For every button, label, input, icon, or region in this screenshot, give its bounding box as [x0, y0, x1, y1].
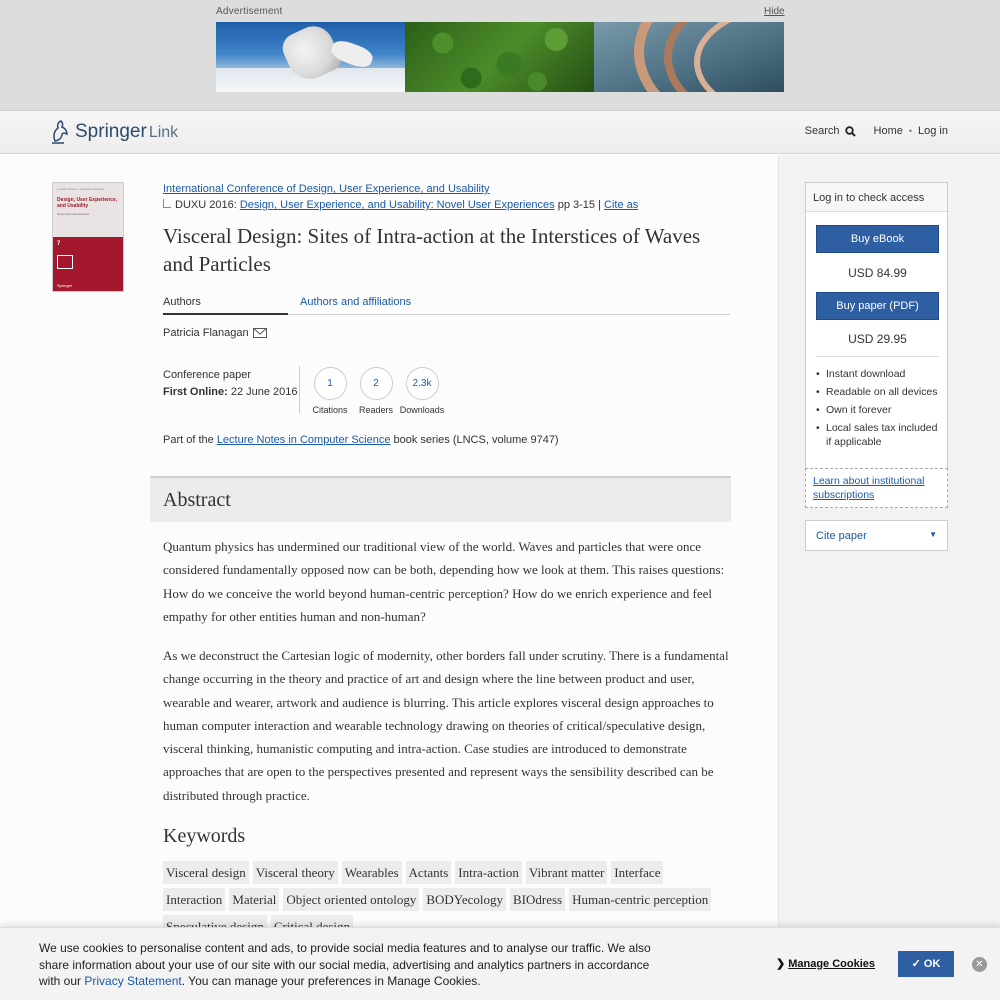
institutional-box	[805, 468, 948, 508]
ebook-price: USD 84.99	[848, 266, 907, 280]
cover-series: Lecture Notes in Computer Science	[57, 187, 105, 191]
metric-label: Citations	[312, 405, 348, 415]
privacy-statement-link[interactable]: Privacy Statement	[84, 974, 182, 988]
keyword-chip[interactable]: Object oriented ontology	[283, 888, 419, 911]
conference-link[interactable]: International Conference of Design, User Experience, and Usability	[163, 183, 490, 195]
manage-cookies-label: Manage Cookies	[788, 957, 876, 970]
header-nav	[805, 125, 948, 137]
buy-paper-button[interactable]: Buy paper (PDF)	[816, 292, 939, 320]
keyword-chip[interactable]: BODYecology	[423, 888, 506, 911]
advertisement-band	[0, 0, 1000, 111]
book-prefix: DUXU 2016:	[175, 199, 240, 211]
metric-value: 2	[360, 367, 393, 400]
meta-divider	[299, 366, 300, 413]
logo-springer-text: Springer	[75, 121, 147, 142]
tab-authors[interactable]: Authors	[163, 296, 288, 315]
springer-link-logo[interactable]	[50, 119, 178, 145]
manage-cookies-button[interactable]	[776, 957, 875, 970]
keywords-heading: Keywords	[163, 825, 246, 847]
cite-paper-dropdown[interactable]	[805, 520, 948, 551]
first-online-date: 22 June 2016	[227, 386, 298, 398]
page-title: Visceral Design: Sites of Intra-action at the Interstices of Waves and Particles	[163, 224, 701, 276]
ad-image-skier	[216, 22, 405, 92]
keyword-chip[interactable]: BIOdress	[510, 888, 565, 911]
cover-subtitle: Novel User Experiences	[57, 212, 90, 216]
metric-citations[interactable]	[311, 367, 349, 415]
series-info	[163, 434, 559, 446]
cover-volume: 7	[57, 241, 61, 247]
book-cover[interactable]	[52, 182, 124, 292]
caret-down-icon: ▼	[929, 530, 937, 539]
cite-paper-label: Cite paper	[816, 530, 867, 542]
keyword-chip[interactable]: Human-centric perception	[569, 888, 711, 911]
ad-banner[interactable]	[216, 22, 784, 92]
series-link[interactable]: Lecture Notes in Computer Science	[216, 434, 391, 446]
series-suffix: book series (LNCS, volume 9747)	[390, 434, 559, 446]
paper-price: USD 29.95	[848, 332, 907, 346]
abstract-paragraph: Quantum physics has undermined our traditional view of the world. Waves and particles that were once considered fundamentally opposed now can be both, depending how we look at them. This raises questions: How do we conceive the world beyond human-centric perception? How do we enrich experience and feel empathy for other entities human and non-human?	[163, 539, 725, 624]
paper-meta	[163, 367, 298, 401]
tab-authors-affiliations[interactable]: Authors and affiliations	[300, 296, 412, 308]
keyword-chip[interactable]: Intra-action	[455, 861, 522, 884]
feature-item: • Readable on all devices	[816, 385, 944, 399]
ad-image-forest	[405, 22, 594, 92]
buy-ebook-button[interactable]: Buy eBook	[816, 225, 939, 253]
institutional-subscriptions-link[interactable]: Learn about institutional subscriptions	[813, 475, 925, 501]
springer-horse-icon	[50, 119, 72, 145]
email-icon[interactable]	[253, 328, 267, 338]
logo-link-text: Link	[148, 124, 179, 141]
chevron-right-icon: ❯	[776, 958, 786, 970]
login-link[interactable]: Log in	[918, 125, 948, 137]
abstract-section-header	[150, 476, 731, 522]
nav-separator: •	[908, 126, 913, 136]
branch-connector	[163, 199, 171, 208]
author-tabs	[163, 296, 730, 315]
cookie-text	[39, 940, 659, 990]
close-icon[interactable]: ✕	[972, 957, 987, 972]
divider	[816, 356, 939, 357]
site-header	[0, 111, 1000, 154]
metric-value: 1	[314, 367, 347, 400]
search-label: Search	[804, 125, 840, 137]
first-online-label: First Online:	[163, 386, 228, 398]
keyword-chip[interactable]: Actants	[406, 861, 452, 884]
book-line	[163, 199, 638, 211]
metric-downloads[interactable]	[399, 367, 445, 415]
cover-emblem	[57, 255, 73, 269]
keyword-chip[interactable]: Visceral theory	[253, 861, 338, 884]
keyword-chip[interactable]: Vibrant matter	[526, 861, 607, 884]
access-title: Log in to check access	[806, 183, 947, 212]
access-box	[805, 182, 948, 508]
feature-item: • Instant download	[816, 367, 944, 381]
book-title-link[interactable]: Design, User Experience, and Usability: Novel User Experiences	[239, 199, 555, 211]
cite-as-link[interactable]: Cite as	[604, 199, 639, 211]
feature-list	[816, 367, 944, 453]
author-name: Patricia Flanagan	[163, 327, 249, 339]
cookie-text-1: We use cookies to personalise content and ads, to provide social media features and to analyse our traffic. We also share information about your use of our site with our social media, advertising and analytics partners in accordance with our	[39, 941, 651, 988]
paper-type: Conference paper	[163, 369, 252, 381]
metric-value: 2.3k	[406, 367, 439, 400]
metric-label: Readers	[358, 405, 394, 415]
search-icon	[845, 126, 856, 137]
feature-item: • Own it forever	[816, 403, 944, 417]
series-prefix: Part of the	[163, 434, 217, 446]
ad-label: Advertisement	[216, 6, 283, 17]
keyword-chip[interactable]: Wearables	[342, 861, 402, 884]
metric-readers[interactable]	[357, 367, 395, 415]
keyword-chip[interactable]: Interaction	[163, 888, 225, 911]
abstract-paragraph: As we deconstruct the Cartesian logic of modernity, other borders fall under scrutiny. There is a fundamental change occurring in the theory and practice of art and design where the line between product and user, wearable and wearer, artwork and audience is blurring. This article explores visceral design approaches to human computer interaction and wearable technology drawing on theories of critical/speculative design, visceral thinking, humanistic computing and intra-action. Case studies are introduced to demonstrate approaches that are open to the perspectives presented and represent ways the sensibility described can be distributed through practice.	[163, 648, 729, 803]
search-button[interactable]	[805, 125, 856, 137]
ad-image-tank	[594, 22, 784, 92]
author-entry	[163, 327, 267, 339]
keyword-chip[interactable]: Interface	[611, 861, 663, 884]
cookie-text-2: . You can manage your preferences in Manage Cookies.	[181, 974, 481, 988]
keyword-chip[interactable]: Visceral design	[163, 861, 249, 884]
keyword-chip[interactable]: Material	[229, 888, 279, 911]
cookie-ok-button[interactable]: ✓ OK	[898, 951, 954, 977]
article-metrics	[311, 367, 445, 415]
abstract-heading: Abstract	[163, 489, 231, 511]
ad-hide-link[interactable]: Hide	[764, 6, 785, 17]
cover-publisher: Springer	[57, 283, 73, 288]
pages-text: pp 3-15 |	[554, 199, 605, 211]
home-link[interactable]: Home	[873, 125, 903, 137]
metric-label: Downloads	[399, 405, 445, 415]
feature-item: • Local sales tax included if applicable	[816, 421, 944, 449]
cover-title: Design, User Experience, and Usability	[57, 197, 118, 209]
cookie-banner	[0, 927, 1000, 1000]
